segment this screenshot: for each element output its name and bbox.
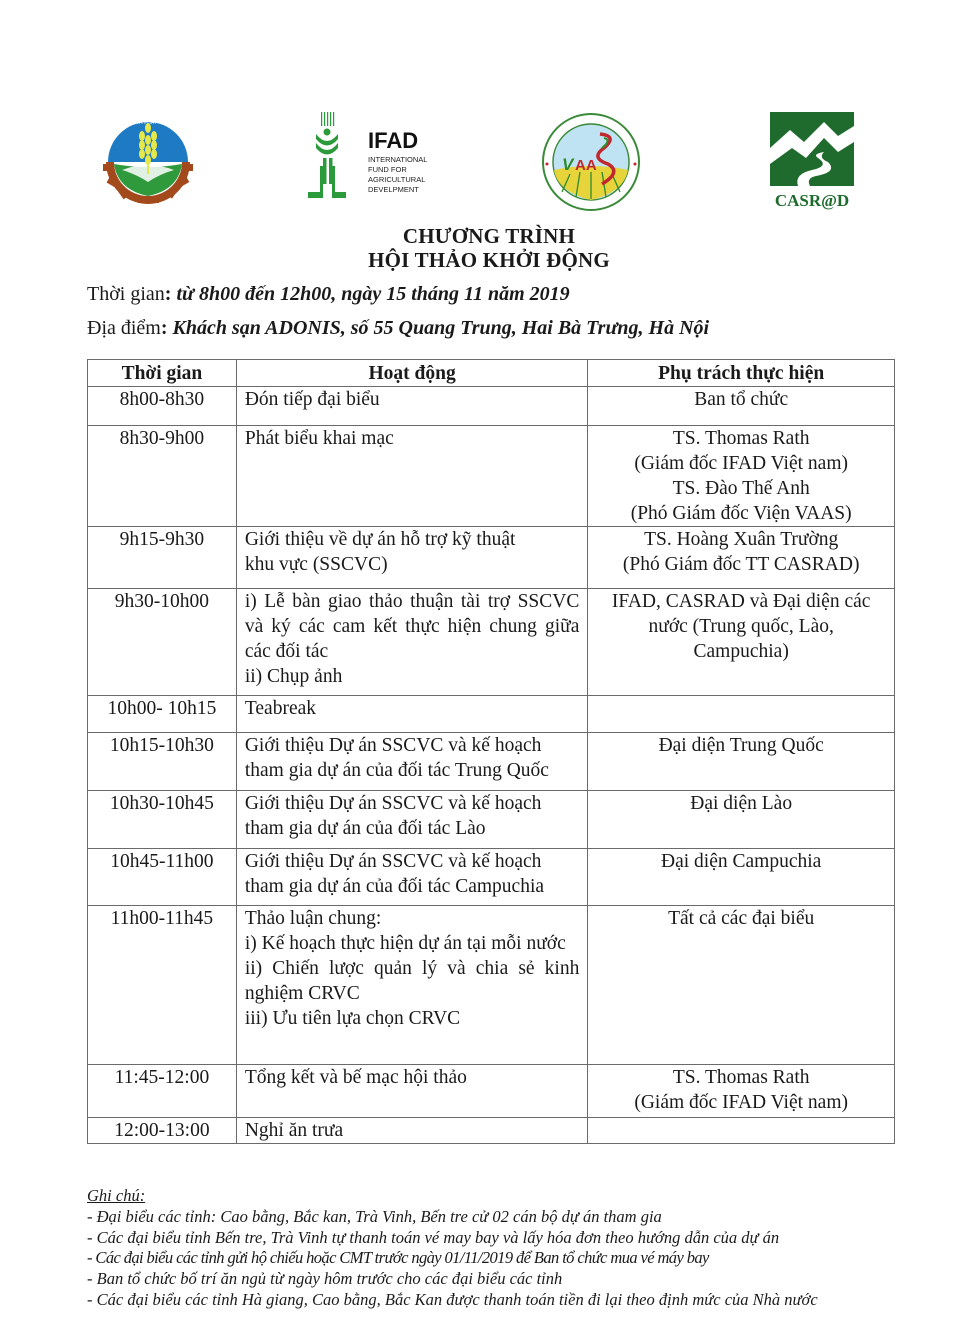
activity-line: Giới thiệu Dự án SSCVC và kế hoạch	[244, 851, 542, 872]
row-time: 8h00-8h30	[88, 387, 237, 426]
activity-line: iii) Ưu tiên lựa chọn CRVC	[244, 1008, 461, 1029]
row-responsible	[588, 426, 895, 527]
row-responsible	[588, 1118, 895, 1144]
responsible-line: TS. Hoàng Xuân Trường	[644, 529, 839, 550]
activity-line: Teabreak	[244, 698, 317, 719]
activity-line: ii) Chiến lược quản lý và chia sẻ kinh nghiệm CRVC	[244, 958, 580, 1004]
row-time: 9h30-10h00	[88, 589, 237, 696]
responsible-line: Đại diện Campuchia	[661, 851, 822, 872]
activity-line: tham gia dự án của đối tác Lào	[244, 818, 486, 839]
row-activity	[236, 1065, 588, 1118]
responsible-line: nước (Trung quốc, Lào,	[648, 616, 834, 637]
row-responsible	[588, 733, 895, 791]
agenda-table	[87, 359, 895, 1144]
event-place: Địa điểm: Khách sạn ADONIS, số 55 Quang Trung, Hai Bà Trưng, Hà Nội	[87, 317, 710, 339]
activity-line: ii) Chụp ảnh	[244, 666, 343, 687]
activity-line: Phát biểu khai mạc	[244, 428, 394, 449]
row-time: 11:45-12:00	[88, 1065, 237, 1118]
row-activity	[236, 791, 588, 849]
ifad-logo	[308, 110, 438, 202]
responsible-line: (Phó Giám đốc Viện VAAS)	[630, 503, 852, 524]
activity-line: Tổng kết và bế mạc hội thảo	[244, 1067, 467, 1088]
activity-line: Đón tiếp đại biểu	[244, 389, 380, 410]
activity-line: tham gia dự án của đối tác Campuchia	[244, 876, 545, 897]
mard-logo	[89, 112, 207, 204]
activity-line: khu vực (SSCVC)	[244, 554, 388, 575]
document-title-line-1: CHƯƠNG TRÌNH	[402, 224, 576, 248]
row-time: 9h15-9h30	[88, 527, 237, 589]
responsible-line: TS. Thomas Rath	[672, 1067, 810, 1088]
row-activity	[236, 527, 588, 589]
responsible-line: (Phó Giám đốc TT CASRAD)	[622, 554, 860, 575]
vaas-emblem-icon	[540, 112, 642, 212]
row-responsible	[588, 589, 895, 696]
row-activity	[236, 906, 588, 1065]
responsible-line: Ban tổ chức	[694, 389, 789, 410]
column-header-time: Thời gian	[88, 360, 237, 387]
agenda-row	[88, 733, 895, 791]
note-item: - Các đại biểu các tỉnh Hà giang, Cao bằng, Bắc Kan được thanh toán tiền đi lại theo định mức của Nhà nước	[87, 1289, 818, 1309]
responsible-line: TS. Đào Thế Anh	[672, 478, 810, 499]
row-responsible	[588, 387, 895, 426]
agenda-row	[88, 906, 895, 1065]
activity-line: tham gia dự án của đối tác Trung Quốc	[244, 760, 549, 781]
note-item: - Ban tổ chức bố trí ăn ngủ từ ngày hôm trước cho các đại biểu các tỉnh	[87, 1269, 563, 1289]
row-activity	[236, 696, 588, 733]
agenda-row	[88, 849, 895, 906]
event-place-value: Khách sạn ADONIS, số 55 Quang Trung, Hai Bà Trưng, Hà Nội	[172, 317, 710, 339]
agenda-row	[88, 426, 895, 527]
row-responsible	[588, 906, 895, 1065]
row-activity	[236, 733, 588, 791]
activity-line: Giới thiệu về dự án hỗ trợ kỹ thuật	[244, 529, 516, 550]
row-responsible	[588, 1065, 895, 1118]
row-time: 8h30-9h00	[88, 426, 237, 527]
column-header-activity: Hoạt động	[236, 360, 588, 387]
ifad-line-3: AGRICULTURAL	[368, 175, 426, 184]
activity-line: Nghỉ ăn trưa	[244, 1120, 344, 1141]
event-time-label: Thời gian	[87, 283, 165, 305]
activity-line: Giới thiệu Dự án SSCVC và kế hoạch	[244, 735, 542, 756]
vaas-logo	[540, 112, 642, 212]
agenda-row	[88, 1065, 895, 1118]
row-time: 11h00-11h45	[88, 906, 237, 1065]
responsible-line: (Giám đốc IFAD Việt nam)	[634, 453, 848, 474]
row-time: 10h45-11h00	[88, 849, 237, 906]
agenda-row	[88, 589, 895, 696]
responsible-line: (Giám đốc IFAD Việt nam)	[634, 1092, 848, 1113]
svg-text:V: V	[562, 155, 574, 174]
agenda-row	[88, 791, 895, 849]
responsible-line: Tất cả các đại biểu	[668, 908, 815, 929]
ifad-line-2: FUND FOR	[368, 165, 407, 174]
notes-section	[87, 1186, 818, 1311]
row-responsible	[588, 849, 895, 906]
event-time: Thời gian: từ 8h00 đến 12h00, ngày 15 tháng 11 năm 2019	[87, 283, 570, 305]
casrad-emblem-icon	[768, 112, 856, 212]
notes-heading: Ghi chú:	[87, 1186, 146, 1205]
row-time: 10h00- 10h15	[88, 696, 237, 733]
agenda-row	[88, 696, 895, 733]
row-activity	[236, 387, 588, 426]
note-item: - Đại biểu các tỉnh: Cao bằng, Bắc kan, Trà Vinh, Bến tre cử 02 cán bộ dự án tham gia	[87, 1206, 662, 1226]
row-responsible	[588, 696, 895, 733]
activity-line: Giới thiệu Dự án SSCVC và kế hoạch	[244, 793, 542, 814]
responsible-line: TS. Thomas Rath	[672, 428, 810, 449]
note-item: - Các đại biểu tỉnh Bến tre, Trà Vinh tự thanh toán vé may bay và lấy hóa đơn theo hướng dẫn của dự án	[87, 1227, 780, 1247]
mard-emblem-icon	[89, 112, 207, 204]
responsible-line: Campuchia)	[693, 641, 789, 662]
ifad-line-1: INTERNATIONAL	[368, 155, 428, 164]
responsible-line: IFAD, CASRAD và Đại diện các	[611, 591, 871, 612]
row-responsible	[588, 527, 895, 589]
row-responsible	[588, 791, 895, 849]
column-header-responsible: Phụ trách thực hiện	[588, 360, 895, 387]
agenda-header-row	[88, 360, 895, 387]
event-place-label: Địa điểm	[87, 317, 161, 339]
mard-ring-text: BỘ NÔNG NGHIỆP VÀ PHÁT TRIỂN NÔNG THÔN	[89, 120, 207, 126]
casrad-title: CASR@D	[774, 191, 850, 210]
casrad-logo	[768, 112, 856, 212]
ifad-title: IFAD	[368, 128, 419, 153]
ifad-emblem-icon	[308, 110, 438, 202]
row-time: 12:00-13:00	[88, 1118, 237, 1144]
ifad-line-4: DEVELPMENT	[368, 185, 419, 194]
row-activity	[236, 589, 588, 696]
document-title-line-2: HỘI THẢO KHỞI ĐỘNG	[368, 248, 610, 272]
agenda-row	[88, 387, 895, 426]
agenda-row	[88, 527, 895, 589]
row-activity	[236, 849, 588, 906]
event-time-value: từ 8h00 đến 12h00, ngày 15 tháng 11 năm 2019	[176, 283, 570, 305]
activity-line: Thảo luận chung:	[244, 908, 382, 929]
row-time: 10h15-10h30	[88, 733, 237, 791]
responsible-line: Đại diện Trung Quốc	[658, 735, 824, 756]
note-item: - Các đại biểu các tỉnh gửi hộ chiếu hoặc CMT trước ngày 01/11/2019 để Ban tổ chức mua vé máy bay	[87, 1248, 709, 1268]
responsible-line: Đại diện Lào	[690, 793, 793, 814]
row-activity	[236, 1118, 588, 1144]
activity-line: i) Lễ bàn giao thảo thuận tài trợ SSCVC và ký các cam kết thực hiện chung giữa các đối tác	[244, 591, 580, 662]
svg-text:AA: AA	[575, 157, 597, 174]
row-activity	[236, 426, 588, 527]
agenda-row	[88, 1118, 895, 1144]
activity-line: i) Kế hoạch thực hiện dự án tại mỗi nước	[244, 933, 566, 954]
row-time: 10h30-10h45	[88, 791, 237, 849]
